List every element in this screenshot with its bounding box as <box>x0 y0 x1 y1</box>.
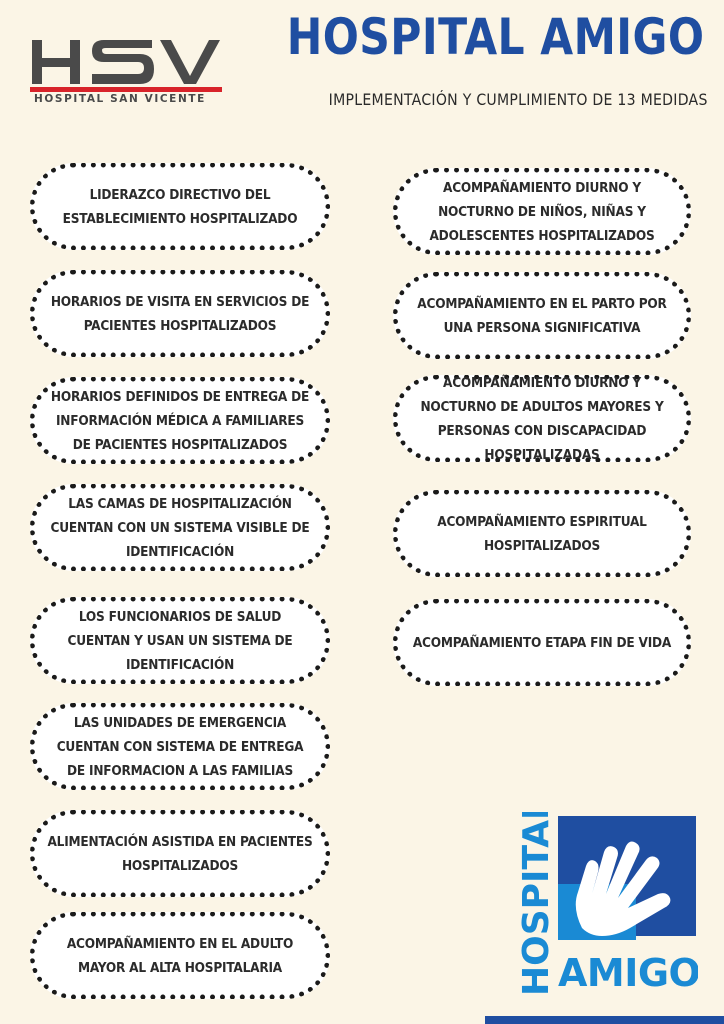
measure-item <box>393 375 691 462</box>
measure-item <box>393 272 691 359</box>
measure-item <box>393 168 691 255</box>
hospital-amigo-logo-mark <box>512 812 698 1000</box>
measure-item <box>30 912 330 999</box>
measure-item <box>30 484 330 571</box>
hsv-logo-subtitle: HOSPITAL SAN VICENTE <box>34 93 206 105</box>
measure-item <box>30 270 330 357</box>
measure-label: ACOMPAÑAMIENTO DIURNO Y NOCTURNO DE NIÑOS, NIÑAS Y ADOLESCENTES HOSPITALIZADOS <box>429 179 655 244</box>
footer-logo-vertical-text: HOSPITAL <box>516 812 557 996</box>
measure-label: LIDERAZCO DIRECTIVO DEL ESTABLECIMIENTO HOSPITALIZADO <box>62 186 298 227</box>
measure-item <box>30 163 330 250</box>
measure-label: HORARIOS DE VISITA EN SERVICIOS DE PACIENTES HOSPITALIZADOS <box>50 293 310 334</box>
measure-label: ACOMPAÑAMIENTO EN EL PARTO POR UNA PERSONA SIGNIFICATIVA <box>417 295 667 336</box>
page-title: HOSPITAL AMIGO <box>286 8 704 66</box>
measure-item <box>30 597 330 684</box>
footer-logo-amigo-text: AMIGO <box>558 951 698 995</box>
bottom-accent-bar <box>485 1016 724 1024</box>
measure-item <box>393 599 691 686</box>
measure-label: HORARIOS DEFINIDOS DE ENTREGA DE INFORMACIÓN MÉDICA A FAMILIARES DE PACIENTES HOSPITALIZADOS <box>50 388 310 453</box>
measure-label: ACOMPAÑAMIENTO ESPIRITUAL HOSPITALIZADOS <box>437 513 647 554</box>
measure-label: LOS FUNCIONARIOS DE SALUD CUENTAN Y USAN UN SISTEMA DE IDENTIFICACIÓN <box>67 608 293 673</box>
measure-item <box>30 377 330 464</box>
measure-item <box>393 490 691 577</box>
measure-item <box>30 810 330 897</box>
hsv-logo-mark <box>30 36 222 92</box>
measure-label: ALIMENTACIÓN ASISTIDA EN PACIENTES HOSPITALIZADOS <box>47 833 313 874</box>
measure-label: ACOMPAÑAMIENTO ETAPA FIN DE VIDA <box>412 634 672 651</box>
hospital-amigo-logo <box>512 812 698 1000</box>
measure-item <box>30 703 330 790</box>
page-subtitle: IMPLEMENTACIÓN Y CUMPLIMIENTO DE 13 MEDIDAS <box>329 90 708 109</box>
measure-label: LAS CAMAS DE HOSPITALIZACIÓN CUENTAN CON UN SISTEMA VISIBLE DE IDENTIFICACIÓN <box>50 495 310 560</box>
measure-label: ACOMPAÑAMIENTO DIURNO Y NOCTURNO DE ADULTOS MAYORES Y PERSONAS CON DISCAPACIDAD HOSPITALIZADAS <box>420 374 664 463</box>
measure-label: LAS UNIDADES DE EMERGENCIA CUENTAN CON SISTEMA DE ENTREGA DE INFORMACION A LAS FAMILIAS <box>56 714 304 779</box>
measure-label: ACOMPAÑAMIENTO EN EL ADULTO MAYOR AL ALTA HOSPITALARIA <box>66 935 294 976</box>
